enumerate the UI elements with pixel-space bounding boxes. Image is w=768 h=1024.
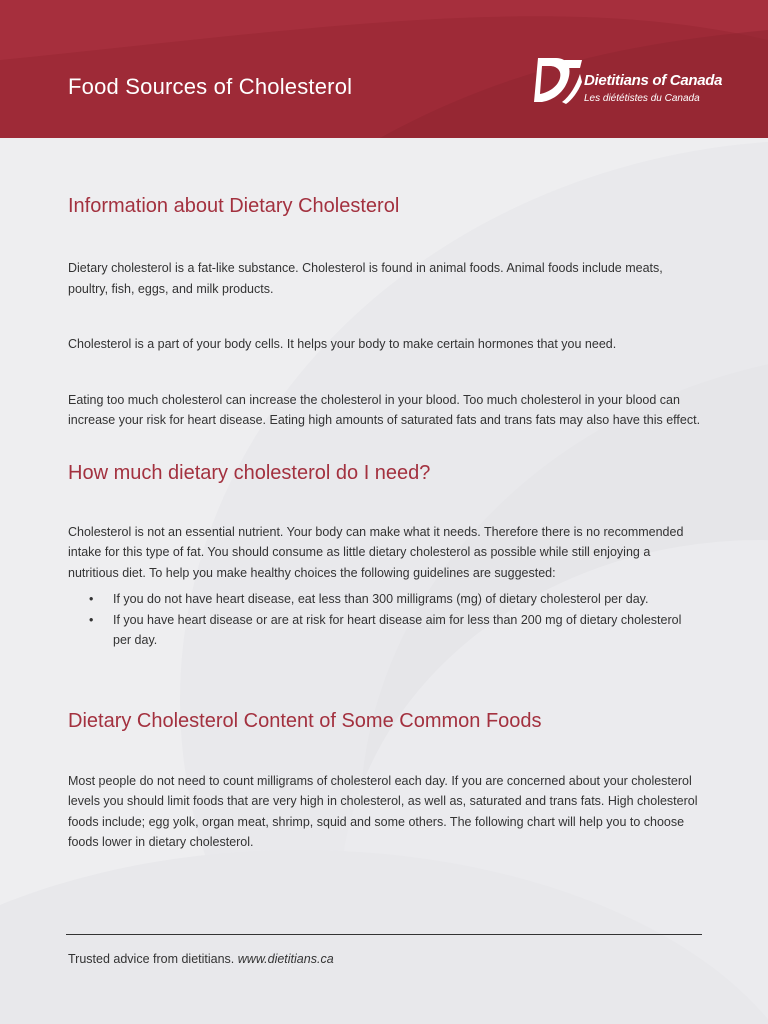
guidelines-list [68,589,702,651]
list-item [68,610,702,651]
footer [68,952,334,966]
list-item-text: If you do not have heart disease, eat less than 300 milligrams (mg) of dietary cholesterol per day. [113,592,649,606]
paragraph-count-milligrams: Most people do not need to count milligrams of cholesterol each day. If you are concerned about your cholesterol levels you should limit foods that are very high in cholesterol, as well as, saturated and trans fats. High cholesterol foods include; egg yolk, organ meat, shrimp, squid and some others. The following chart will help you to choose foods lower in dietary cholesterol. [68,773,698,849]
logo-name: Dietitians of Canada [584,72,723,89]
paragraph-risk: Eating too much cholesterol can increase the cholesterol in your blood. Too much cholesterol in your blood can increase your risk for heart disease. Eating high amounts of saturated fats and trans fats may also have this effect. [68,392,701,427]
logo-mark-icon [532,56,582,106]
paragraph-not-essential: Cholesterol is not an essential nutrient. Your body can make what it needs. Therefore there is no recommended intake for this type of fat. You should consume as little dietary cholesterol as possible while still enjoying a nutritious diet. To help you make healthy choices the following guidelines are suggested: [68,524,684,580]
main-content [68,192,702,853]
logo-subtitle: Les diététistes du Canada [584,93,700,104]
document-title: Food Sources of Cholesterol [68,74,353,99]
footer-divider [66,934,702,935]
bullet-icon: • [89,612,94,627]
list-item [68,589,702,610]
paragraph-body-cells: Cholesterol is a part of your body cells. It helps your body to make certain hormones that you need. [68,337,617,351]
bullet-icon: • [89,592,94,606]
section-heading-information: Information about Dietary Cholesterol [68,195,400,217]
list-item-text: If you have heart disease or are at risk for heart disease aim for less than 200 mg of dietary cholesterol per day. [113,612,682,647]
footer-text: Trusted advice from dietitians. [68,952,235,966]
footer-link[interactable]: www.dietitians.ca [237,952,334,966]
dietitians-of-canada-logo [532,56,732,108]
paragraph-definition: Dietary cholesterol is a fat-like substance. Cholesterol is found in animal foods. Animal foods include meats, poultry, fish, eggs, and milk products. [68,261,663,296]
section-heading-how-much: How much dietary cholesterol do I need? [68,461,431,484]
section-heading-common-foods: Dietary Cholesterol Content of Some Common Foods [68,709,542,732]
